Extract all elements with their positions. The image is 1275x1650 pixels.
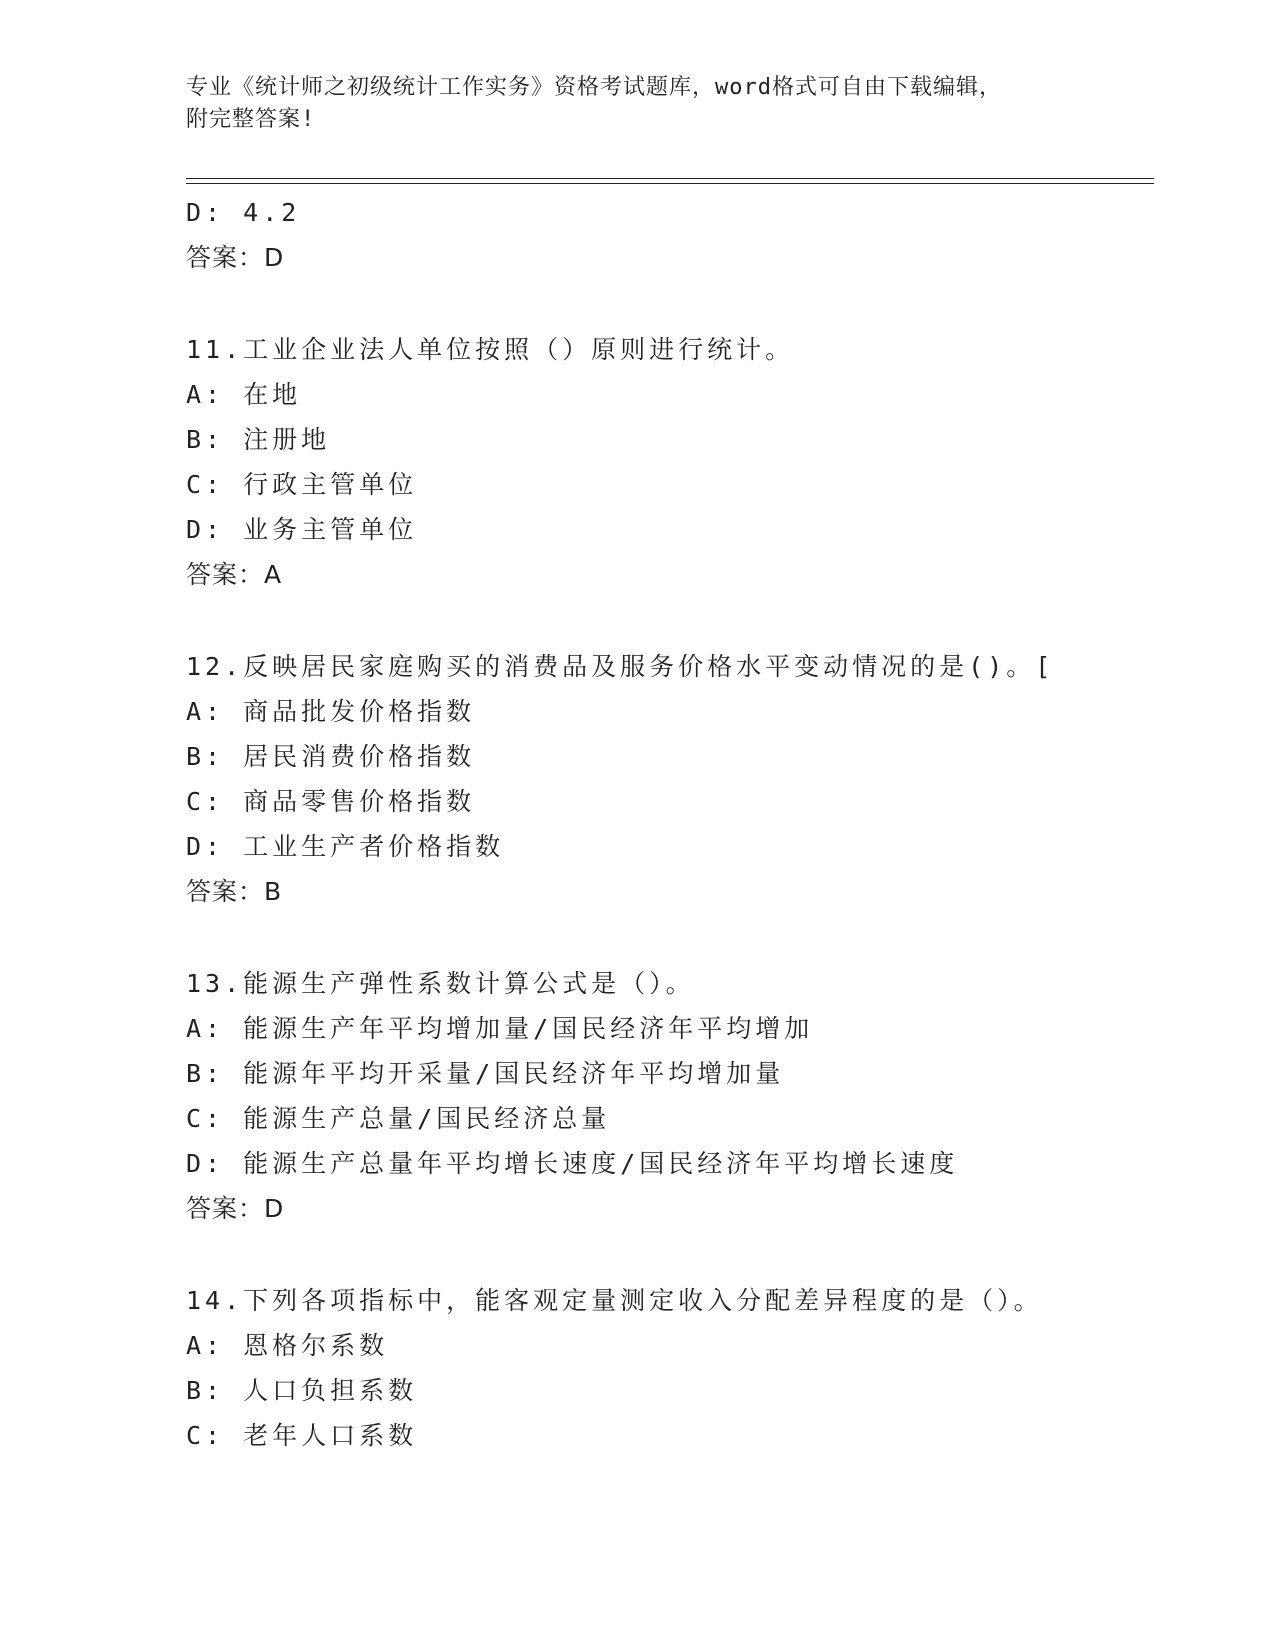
option-d: D: 业务主管单位 [186,515,418,544]
answer-line: 答案：D [186,243,285,272]
question-title: 12.反映居民家庭购买的消费品及服务价格水平变动情况的是()。[ [186,652,1055,681]
question-title: 11.工业企业法人单位按照（）原则进行统计。 [186,335,795,364]
question-title: 13.能源生产弹性系数计算公式是（）。 [186,969,695,998]
question-14 [186,1278,1154,1458]
option-d: D: 能源生产总量年平均增长速度/国民经济年平均增长速度 [186,1149,959,1178]
header-line-2: 附完整答案! [186,107,316,132]
question-list [186,190,1154,1458]
option-c: C: 行政主管单位 [186,470,418,499]
option-b: B: 居民消费价格指数 [186,742,476,771]
question-11 [186,327,1154,597]
option-a: A: 在地 [186,380,302,409]
question-13 [186,961,1154,1231]
answer-line: 答案：D [186,1194,285,1223]
answer-line: 答案：B [186,877,283,906]
question-fragment [186,190,1154,280]
option-d: D: 工业生产者价格指数 [186,832,505,861]
option-a: A: 商品批发价格指数 [186,697,476,726]
option-b: B: 注册地 [186,425,331,454]
option-c: C: 商品零售价格指数 [186,787,476,816]
option-a: A: 能源生产年平均增加量/国民经济年平均增加 [186,1014,814,1043]
option-c: C: 老年人口系数 [186,1421,418,1450]
header-divider-top [186,178,1154,179]
answer-line: 答案：A [186,560,283,589]
option-b: B: 人口负担系数 [186,1376,418,1405]
header-divider-bottom [186,183,1154,184]
option-d: D: 4.2 [186,198,301,227]
option-a: A: 恩格尔系数 [186,1331,389,1360]
question-12 [186,644,1154,914]
option-c: C: 能源生产总量/国民经济总量 [186,1104,611,1133]
header-line-1: 专业《统计师之初级统计工作实务》资格考试题库，word格式可自由下载编辑， [186,75,1002,100]
question-title: 14.下列各项指标中，能客观定量测定收入分配差异程度的是（）。 [186,1286,1043,1315]
option-b: B: 能源年平均开采量/国民经济年平均增加量 [186,1059,785,1088]
document-header [186,72,1086,136]
